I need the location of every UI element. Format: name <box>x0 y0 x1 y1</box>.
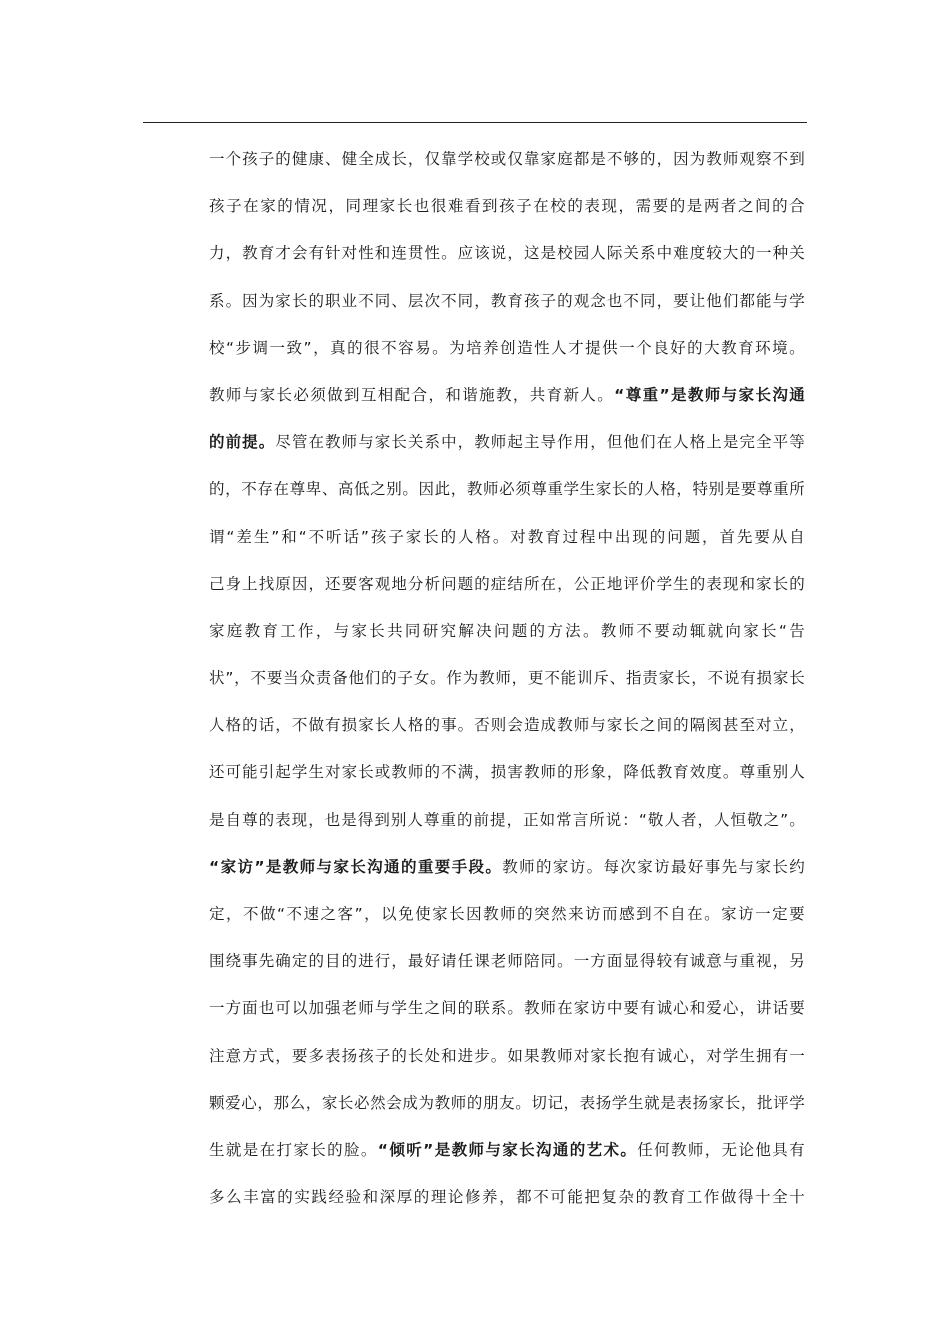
text-segment: 孩子在家的情况，同理家长也很难看到孩子在校的表现，需要的是两者之间的合 <box>209 197 805 216</box>
text-line <box>209 1080 805 1127</box>
text-segment: 力，教育才会有针对性和连贯性。应该说，这是校园人际关系中难度较大的一种关 <box>209 244 805 263</box>
text-line <box>209 325 805 372</box>
text-segment: 谓“差生”和“不听话”孩子家长的人格。对教育过程中出现的问题，首先要从自 <box>209 527 805 546</box>
text-segment: 的，不存在尊卑、高低之别。因此，教师必须尊重学生家长的人格，特别是要尊重所 <box>209 480 805 499</box>
text-line <box>209 749 805 796</box>
text-segment: 尽管在教师与家长关系中，教师起主导作用，但他们在人格上是完全平等 <box>275 433 805 452</box>
text-segment: 教师与家长必须做到互相配合，和谐施教，共育新人。 <box>209 385 615 404</box>
text-line <box>209 938 805 985</box>
bold-text-segment: “家访”是教师与家长沟通的重要手段。 <box>209 857 503 876</box>
text-segment: 颗爱心，那么，家长必然会成为教师的朋友。切记，表扬学生就是表扬家长，批评学 <box>209 1093 805 1112</box>
text-line <box>209 985 805 1032</box>
text-segment: 系。因为家长的职业不同、层次不同，教育孩子的观念也不同，要让他们都能与学 <box>209 291 805 310</box>
text-segment: 家庭教育工作，与家长共同研究解决问题的方法。教师不要动辄就向家长“告 <box>209 621 805 640</box>
text-line <box>209 702 805 749</box>
text-segment: 还可能引起学生对家长或教师的不满，损害教师的形象，降低教育效度。尊重别人 <box>209 763 805 782</box>
text-segment: 是自尊的表现，也是得到别人尊重的前提，正如常言所说：“敬人者，人恒敬之”。 <box>209 810 805 829</box>
text-segment: 人格的话，不做有损家长人格的事。否则会造成教师与家长之间的隔阂甚至对立， <box>209 716 805 735</box>
text-line <box>209 608 805 655</box>
text-line <box>209 655 805 702</box>
text-line <box>209 797 805 844</box>
text-segment: 教师的家访。每次家访最好事先与家长约 <box>502 857 805 876</box>
text-line <box>209 1174 805 1221</box>
text-line <box>209 466 805 513</box>
bold-text-segment: “尊重”是教师与家长沟通 <box>614 385 805 404</box>
text-line <box>209 372 805 419</box>
text-line <box>209 514 805 561</box>
text-segment: 定，不做“不速之客”，以免使家长因教师的突然来访而感到不自在。家访一定要 <box>209 905 805 923</box>
document-body <box>209 136 805 1221</box>
text-line <box>209 844 805 891</box>
bold-text-segment: “倾听”是教师与家长沟通的艺术。 <box>377 1140 638 1159</box>
text-line <box>209 183 805 230</box>
text-line <box>209 1033 805 1080</box>
text-segment: 围绕事先确定的目的进行，最好请任课老师陪同。一方面显得较有诚意与重视，另 <box>209 952 805 971</box>
text-segment: 任何教师，无论他具有 <box>637 1140 805 1159</box>
text-line <box>209 891 805 938</box>
text-segment: 一方面也可以加强老师与学生之间的联系。教师在家访中要有诚心和爱心，讲话要 <box>209 999 805 1018</box>
text-segment: 状”，不要当众责备他们的子女。作为教师，更不能训斥、指责家长，不说有损家长 <box>209 669 805 688</box>
text-segment: 一个孩子的健康、健全成长，仅靠学校或仅靠家庭都是不够的，因为教师观察不到 <box>209 150 805 168</box>
text-line <box>209 230 805 277</box>
text-line <box>209 1127 805 1174</box>
text-segment: 生就是在打家长的脸。 <box>209 1140 378 1159</box>
text-segment: 多么丰富的实践经验和深厚的理论修养，都不可能把复杂的教育工作做得十全十 <box>209 1188 805 1207</box>
text-line <box>209 419 805 466</box>
bold-text-segment: 的前提。 <box>209 433 276 452</box>
text-segment: 注意方式，要多表扬孩子的长处和进步。如果教师对家长抱有诚心，对学生拥有一 <box>209 1046 805 1065</box>
header-rule <box>143 122 807 123</box>
text-line <box>209 136 805 183</box>
text-segment: 己身上找原因，还要客观地分析问题的症结所在，公正地评价学生的表现和家长的 <box>209 574 805 593</box>
text-line <box>209 278 805 325</box>
text-segment: 校“步调一致”，真的很不容易。为培养创造性人才提供一个良好的大教育环境。 <box>209 338 805 357</box>
text-line <box>209 561 805 608</box>
